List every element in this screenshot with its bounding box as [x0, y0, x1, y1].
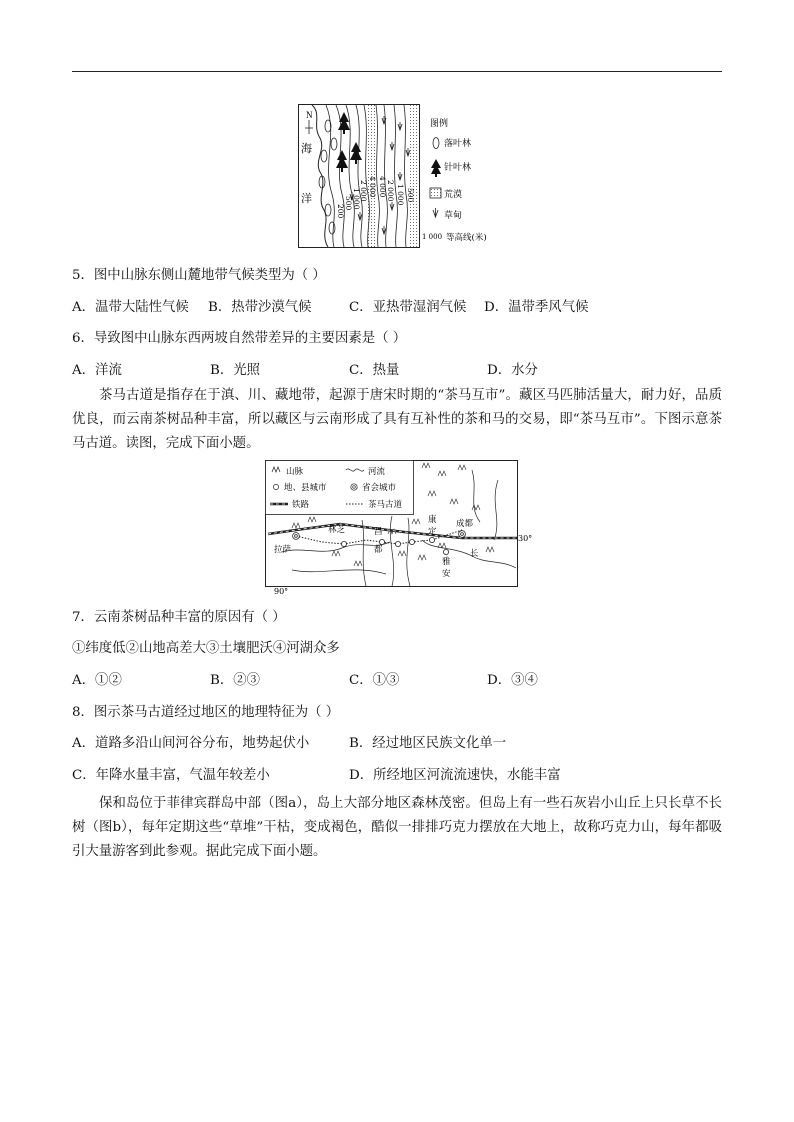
passage-chocolate-hills: 保和岛位于菲律宾群岛中部（图a），岛上大部分地区森林茂密。但岛上有一些石灰岩小山丘上只长草不长树（图b），每年定期这些“草堆”干枯，变成褐色，酷似一排排巧克力摆放在大地上，故称巧克力山，每年都吸引大量游客到此参观。据此完成下面小题。 — [72, 796, 722, 859]
q8-option-d[interactable]: D．所经地区河流流速快，水能丰富 — [349, 768, 561, 783]
q5-option-a[interactable]: A．温带大陆性气候 — [72, 300, 189, 315]
ocean-label-2: 洋 — [301, 192, 312, 205]
contour-label: 1 000 — [396, 184, 405, 206]
q6-option-b[interactable]: B．光照 — [210, 363, 261, 378]
q7-stem: 7．云南茶树品种丰富的原因有（ ） — [72, 610, 286, 625]
legend-conifer-icon — [431, 159, 441, 177]
legend-deciduous-label: 落叶林 — [444, 139, 472, 149]
city-icon — [409, 539, 414, 544]
legend-deciduous-icon — [433, 138, 439, 149]
city-yaan-icon — [443, 549, 448, 554]
figure-tea-horse-road-map — [262, 460, 534, 596]
city-lhasa-icon — [295, 535, 298, 538]
contour-label: 2 000 — [386, 180, 395, 202]
place-linzhi: 林芝 — [328, 525, 346, 535]
legend-grassland-icon — [433, 208, 438, 217]
q8-stem: 8．图示茶马古道经过地区的地理特征为（ ） — [72, 705, 340, 720]
contour-label: 2 000 — [359, 180, 368, 202]
contour-label: 4 000 — [378, 176, 387, 198]
place-lhasa: 拉萨 — [274, 545, 292, 555]
contour-label: 500 — [406, 188, 415, 203]
desert-zone — [410, 105, 419, 247]
q8-option-b[interactable]: B．经过地区民族文化单一 — [349, 736, 507, 751]
legend-grassland-label: 草甸 — [444, 211, 463, 221]
q7-option-b[interactable]: B．②③ — [210, 673, 261, 688]
city-chengdu-icon — [461, 533, 464, 536]
q5-option-d[interactable]: D．温带季风气候 — [484, 300, 589, 315]
contour-label: 4 000 — [368, 176, 377, 198]
q7-option-a[interactable]: A．①② — [72, 673, 122, 688]
legend-city-label: 地、县城市 — [284, 483, 327, 493]
legend-capital-label: 省会城市 — [362, 483, 397, 493]
north-label: N — [306, 110, 313, 120]
q6-option-c[interactable]: C．热量 — [349, 363, 400, 378]
contour-label: 200 — [336, 204, 345, 219]
city-kangding-icon — [429, 537, 434, 542]
legend-railway-label: 铁路 — [292, 500, 310, 510]
legend-title: 图例 — [430, 119, 449, 129]
place-kangding-1: 康 — [428, 515, 437, 525]
q6-stem: 6．导致图中山脉东西两坡自然带差异的主要因素是（ ） — [72, 331, 407, 346]
legend-desert-icon — [430, 188, 441, 198]
q5-option-b[interactable]: B．热带沙漠气候 — [208, 300, 312, 315]
place-chengdu: 成都 — [456, 519, 474, 529]
legend-contour-label: 等高线(米) — [446, 233, 487, 243]
place-changdu-1: 昌 — [374, 527, 383, 537]
city-icon — [395, 541, 400, 546]
q6-option-a[interactable]: A．洋流 — [72, 363, 122, 378]
contour-label: 1 000 — [352, 188, 361, 210]
latitude-label: 30° — [518, 534, 533, 543]
ocean-label-1: 海 — [301, 142, 312, 155]
legend-conifer-label: 针叶林 — [444, 163, 472, 173]
q7-option-c[interactable]: C．①③ — [349, 673, 400, 688]
legend-mountain-label: 山脉 — [286, 467, 304, 477]
place-kangding-2: 定 — [428, 527, 437, 537]
longitude-label: 90° — [274, 587, 289, 596]
contour-label: 500 — [344, 196, 353, 211]
place-yaan-2: 安 — [442, 569, 451, 579]
place-changdu-2: 都 — [374, 545, 383, 555]
place-yaan-1: 雅 — [442, 557, 451, 567]
vegetation-map-svg — [298, 104, 498, 248]
header-rule — [72, 71, 722, 72]
q6-option-d[interactable]: D．水分 — [487, 363, 538, 378]
city-linzhi-icon — [341, 541, 346, 546]
legend-river-label: 河流 — [368, 467, 386, 477]
legend-contour-sample: 1 000 — [422, 233, 443, 241]
q5-option-c[interactable]: C．亚热带湿润气候 — [349, 300, 467, 315]
q8-option-a[interactable]: A．道路多沿山间河谷分布，地势起伏小 — [72, 736, 310, 751]
legend-road-label: 茶马古道 — [368, 500, 403, 510]
figure-vegetation-map — [298, 104, 498, 248]
q5-stem: 5．图中山脉东侧山麓地带气候类型为（ ） — [72, 268, 326, 283]
legend-desert-label: 荒漠 — [444, 190, 463, 200]
tea-road-map-svg — [262, 460, 534, 596]
q7-factors: ①纬度低②山地高差大③土壤肥沃④河湖众多 — [72, 641, 340, 656]
passage-tea-horse-road: 茶马古道是指存在于滇、川、藏地带，起源于唐宋时期的“茶马互市”。藏区马匹肺活量大，耐力好，品质优良，而云南茶树品种丰富，所以藏区与云南形成了具有互补性的茶和马的交易，即“茶马互市”。下图示意茶马古道。读图，完成下面小题。 — [72, 388, 722, 451]
q7-option-d[interactable]: D．③④ — [487, 673, 538, 688]
place-chang: 长 — [470, 549, 479, 559]
q8-option-c[interactable]: C．年降水量丰富，气温年较差小 — [72, 768, 270, 783]
city-changdu-icon — [379, 539, 384, 544]
